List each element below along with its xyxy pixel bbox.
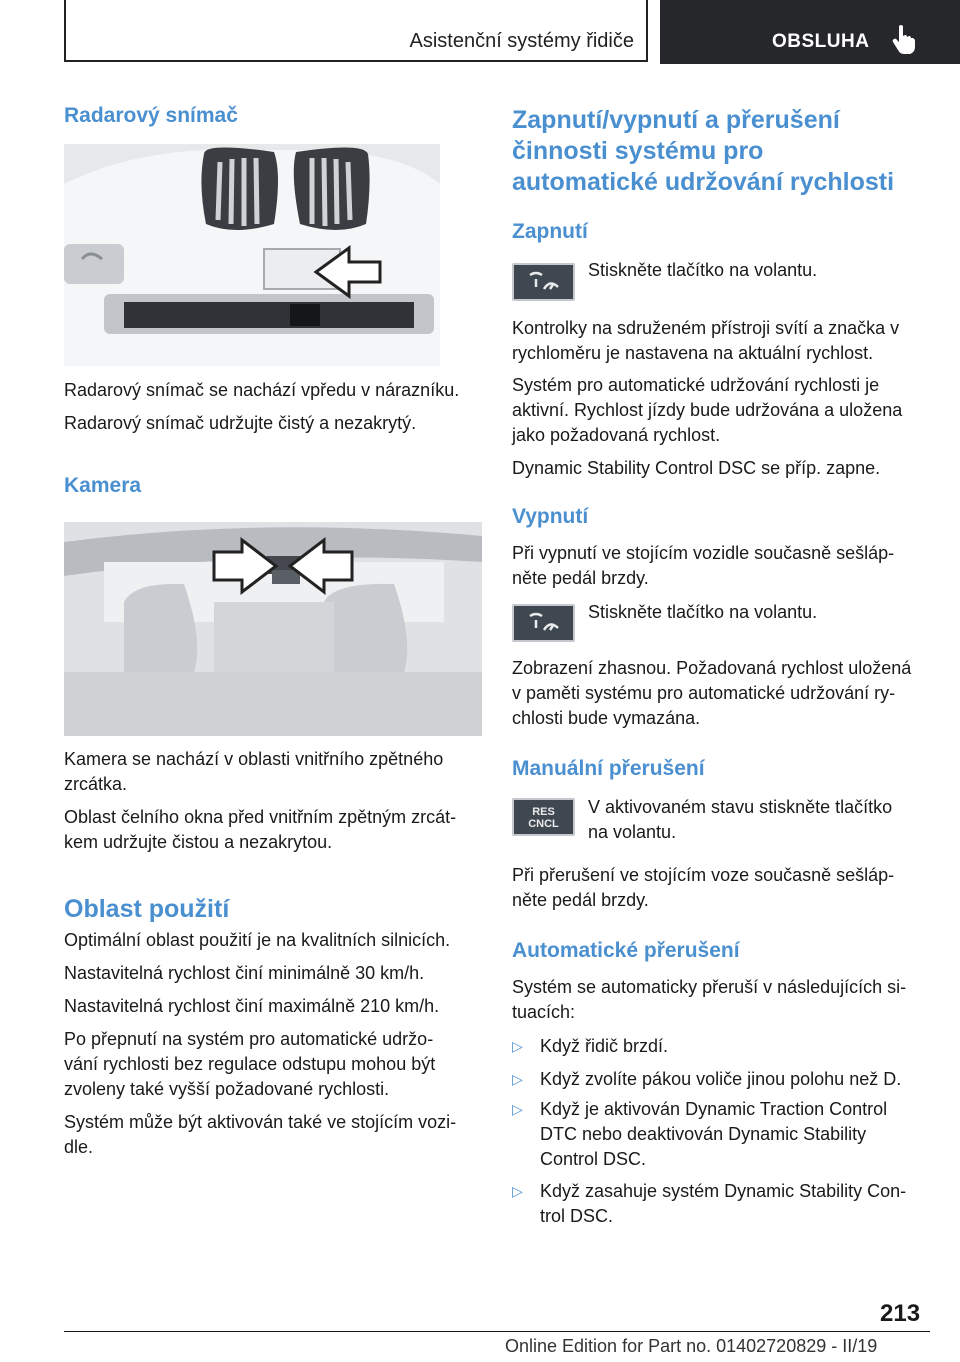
on-text-3: Dynamic Stability Control DSC se příp. zapne. <box>512 458 881 478</box>
list-item-text: Když je aktivován Dynamic Traction Control <box>540 1099 888 1119</box>
usage-text-4c: zvoleny také vyšší požadované rychlosti. <box>64 1079 390 1099</box>
off-text-1b: něte pedál brzdy. <box>512 568 649 588</box>
triangle-bullet-icon: ▷ <box>512 1183 523 1199</box>
main-heading-line-3: automatické udržování rychlosti <box>512 168 895 196</box>
camera-text-1b: zrcátka. <box>64 774 128 794</box>
list-item-text: DTC nebo deaktivován Dynamic Stability <box>540 1124 867 1144</box>
auto-text-1a: Systém se automaticky přeruší v následujících si‐ <box>512 977 907 997</box>
triangle-bullet-icon: ▷ <box>512 1101 523 1117</box>
cruise-control-icon <box>514 265 573 299</box>
usage-text-4b: vání rychlosti bez regulace odstupu mohou být <box>64 1054 436 1074</box>
footer-divider <box>64 1331 930 1332</box>
auto-interrupt-heading: Automatické přerušení <box>512 939 740 962</box>
usage-text-2: Nastavitelná rychlost činí minimálně 30 km/h. <box>64 963 425 983</box>
main-heading-line-1: Zapnutí/vypnutí a přerušení <box>512 106 840 134</box>
usage-heading: Oblast použití <box>64 895 230 923</box>
camera-figure <box>64 522 482 736</box>
camera-text-2b: kem udržujte čistou a nezakrytou. <box>64 832 333 852</box>
triangle-bullet-icon: ▷ <box>512 1038 523 1054</box>
manual-interrupt-heading: Manuální přerušení <box>512 757 705 780</box>
page-number: 213 <box>880 1300 921 1327</box>
manual-button-instruction-b: na volantu. <box>588 822 677 842</box>
on-heading: Zapnutí <box>512 220 588 243</box>
header-chapter-title: OBSLUHA <box>772 31 870 52</box>
cncl-label: CNCL <box>528 818 559 830</box>
radar-text-2: Radarový snímač udržujte čistý a nezakrytý. <box>64 413 417 433</box>
res-label: RES <box>532 806 555 818</box>
radar-heading: Radarový snímač <box>64 104 238 127</box>
on-text-1b: rychloměru je nastavena na aktuální rychlost. <box>512 343 874 363</box>
footer-edition: Online Edition for Part no. 01402720829 - II/19 <box>505 1336 878 1356</box>
cruise-control-button-off <box>512 604 575 642</box>
usage-text-4a: Po přepnutí na systém pro automatické udržo‐ <box>64 1029 434 1049</box>
list-item-text: Když zasahuje systém Dynamic Stability Con‐ <box>540 1181 907 1201</box>
off-button-instruction: Stiskněte tlačítko na volantu. <box>588 602 818 622</box>
usage-text-5a: Systém může být aktivován také ve stojícím vozi‐ <box>64 1112 457 1132</box>
off-heading: Vypnutí <box>512 505 589 528</box>
on-button-instruction: Stiskněte tlačítko na volantu. <box>588 260 818 280</box>
triangle-bullet-icon: ▷ <box>512 1071 523 1087</box>
header-section-box <box>64 0 648 62</box>
manual-text-1b: něte pedál brzdy. <box>512 890 649 910</box>
off-text-2b: v paměti systému pro automatické udržování ry‐ <box>512 683 896 703</box>
usage-text-3: Nastavitelná rychlost činí maximálně 210 km/h. <box>64 996 440 1016</box>
manual-button-instruction-a: V aktivovaném stavu stiskněte tlačítko <box>588 797 893 817</box>
off-text-1a: Při vypnutí ve stojícím vozidle současně sešláp‐ <box>512 543 895 563</box>
list-item-text: Control DSC. <box>540 1149 647 1169</box>
manual-text-1a: Při přerušení ve stojícím voze současně sešláp‐ <box>512 865 895 885</box>
radar-sensor-figure <box>64 144 440 366</box>
radar-text-1: Radarový snímač se nachází vpředu v nárazníku. <box>64 380 460 400</box>
list-item-text: Když řidič brzdí. <box>540 1036 669 1056</box>
camera-text-1a: Kamera se nachází v oblasti vnitřního zpětného <box>64 749 444 769</box>
res-cncl-button <box>512 798 575 836</box>
off-text-2c: chlosti bude vymazána. <box>512 708 701 728</box>
list-item-text: trol DSC. <box>540 1206 614 1226</box>
usage-text-5b: dle. <box>64 1137 94 1157</box>
camera-heading: Kamera <box>64 474 142 497</box>
main-heading-line-2: činnosti systému pro <box>512 137 764 165</box>
hand-pointer-icon <box>892 24 916 59</box>
usage-text-1: Optimální oblast použití je na kvalitních silnicích. <box>64 930 451 950</box>
on-text-2a: Systém pro automatické udržování rychlosti je <box>512 375 880 395</box>
header-chapter-box <box>660 0 960 64</box>
on-text-2b: aktivní. Rychlost jízdy bude udržována a uložena <box>512 400 903 420</box>
off-text-2a: Zobrazení zhasnou. Požadovaná rychlost uložená <box>512 658 912 678</box>
cruise-control-icon <box>514 606 573 640</box>
header-section-title: Asistenční systémy řidiče <box>409 30 634 52</box>
auto-text-1b: tuacích: <box>512 1002 576 1022</box>
list-item-text: Když zvolíte pákou voliče jinou polohu než D. <box>540 1069 902 1089</box>
on-text-1a: Kontrolky na sdruženém přístroji svítí a značka v <box>512 318 900 338</box>
cruise-control-button-on <box>512 263 575 301</box>
camera-text-2a: Oblast čelního okna před vnitřním zpětným zrcát‐ <box>64 807 457 827</box>
on-text-2c: jako požadovaná rychlost. <box>512 425 721 445</box>
